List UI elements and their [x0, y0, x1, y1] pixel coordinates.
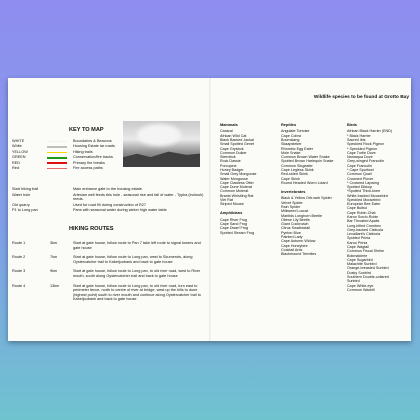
species-item: Rain Spider [281, 205, 301, 210]
species-item: Cape Dune Molerat [220, 185, 252, 190]
species-item: Cape Dwarf Frog [220, 226, 249, 231]
species-item: Grey-winged Francolin [347, 159, 385, 164]
key-color-label: White [12, 144, 22, 149]
species-item: Boomslang [281, 137, 300, 142]
route-entry [12, 241, 207, 250]
route-name: Route 3 [12, 269, 26, 274]
species-item: Caracal [220, 129, 233, 134]
trail-feature-label: Start hiking trail [12, 187, 39, 191]
route-description: Start at gate house, follow route to Long pan, west to Skumerots, along Oystercatcher trail to Kabeljoubank and back to gate house [73, 255, 193, 264]
species-item: Dusky Sunbird [347, 270, 371, 275]
species-item: Skaapsteker [281, 142, 302, 147]
trail-feature-label: Old quarry [12, 202, 30, 207]
trail-features-list [12, 187, 207, 214]
key-color-label: YELLOW [12, 149, 28, 154]
trail-feature-desc: Pans with seasonal water during winter high water table [73, 208, 167, 212]
species-item: Red-sided Skink [281, 172, 308, 177]
key-swatch [47, 152, 67, 154]
species-item: European Bee Eater [347, 202, 381, 207]
species-item: Giant Cockroach [281, 222, 309, 227]
species-item: Speckled Rock Pigeon [347, 142, 385, 147]
key-color-label: RED [12, 160, 21, 165]
key-swatch [47, 146, 67, 148]
species-item: Common Quail [347, 172, 372, 177]
species-item: Vlei Rat [220, 197, 233, 202]
species-item: Cape Turtle Dove [347, 150, 376, 155]
trail-feature-label: P1 to Long pan [12, 208, 38, 212]
invertebrates-heading: Invertebrates [281, 189, 306, 195]
species-item: Common Molerat [220, 189, 249, 194]
hiking-routes-list [12, 241, 207, 307]
route-distance: 3km [50, 241, 58, 245]
key-to-map-title: KEY TO MAP [69, 127, 104, 133]
species-item: *Spotted Thick-knee [347, 189, 381, 194]
species-item: African Black Harrier (END) [347, 129, 393, 134]
reptiles-column [281, 123, 347, 256]
left-page [8, 78, 209, 341]
key-description: Hiking trails [73, 149, 93, 154]
species-item: White-backed Mousebird [347, 193, 388, 198]
brochure-spread [8, 78, 411, 341]
species-item: Sunbird [347, 279, 360, 284]
species-item: Karoo Scrub-Robin [347, 215, 379, 220]
species-item: Spotted Stream Frog [220, 230, 255, 235]
trail-feature-row [12, 193, 207, 202]
birds-column [347, 123, 411, 292]
key-description: Primary fire breaks [73, 160, 105, 165]
species-item: Cape Clawless Otter [220, 180, 254, 185]
species-item: Malachite Sunbird [347, 262, 377, 267]
reptiles-list [281, 129, 347, 185]
species-item: Round Headed Worm Lizard [281, 180, 328, 185]
key-description: Fire access paths [73, 165, 103, 170]
species-item: Cape Grysbok [220, 146, 244, 151]
species-item: Cape Skink [281, 176, 300, 181]
key-description: Housing Estate tar roads [73, 144, 115, 149]
species-item: Orange-breasted Sunbird [347, 266, 389, 271]
key-color-label: Red [12, 165, 19, 170]
species-item: * Black Harrier [347, 133, 371, 138]
species-item: Bokmakierie [347, 253, 368, 258]
species-item: Speckled Mousebird [347, 197, 381, 202]
species-item: Cape Sand Frog [220, 222, 248, 227]
species-item: Obese Lily Beetle [281, 217, 310, 222]
key-color-label: GREEN [12, 155, 26, 160]
route-name: Route 4 [12, 283, 26, 288]
trail-feature-desc: Main entrance gate to the housing estate. [73, 187, 143, 191]
species-item: Namaqua Dove [347, 155, 373, 160]
species-item: Mole Snake [281, 150, 301, 155]
species-item: Brants Whistling Rat [220, 193, 254, 198]
species-item: Common Fiscal Shrike [347, 249, 385, 254]
species-item: Common Duiker [220, 150, 247, 155]
species-item: Southern Double-collared [347, 274, 389, 279]
key-swatch [47, 157, 67, 159]
route-entry [12, 284, 207, 302]
route-description: Start at gate house, follow route to Long pan, to old river road, turn east to perimeter fence, north to centre of river at bridge, west up the hills to dune (highest point) south to river mouth and continue along Oystercatcher trail to Kabeljoubank and back to gate house [73, 283, 201, 302]
birds-list [347, 129, 411, 292]
key-color-label: WHITE [12, 139, 25, 143]
trail-feature-label: Water hole [12, 192, 31, 197]
key-row [12, 166, 202, 171]
species-item: Striped Mouse [220, 202, 244, 207]
route-distance: 7km [50, 255, 58, 260]
route-entry [12, 269, 207, 278]
species-item: Blackmound Termites [281, 252, 317, 257]
species-item: Spotted Prinia [347, 236, 371, 241]
species-item: Bar Throated Apalis [347, 219, 380, 224]
species-item: Milkweed Locust [281, 209, 309, 214]
species-item: Cape Sugarbird [347, 257, 373, 262]
species-item: Black & Yellow Orb-web Spider [281, 196, 332, 201]
species-item: * Crowned Lapwing [347, 180, 379, 185]
species-item: * Speckled Pigeon [347, 146, 378, 151]
key-swatch [47, 168, 67, 170]
trail-feature-row [12, 187, 207, 192]
amphibians-heading: Amphibians [220, 210, 243, 216]
amphibians-list [220, 218, 276, 235]
species-item: Rhombic Egg Eater [281, 146, 313, 151]
species-item: Crowned Plover [347, 176, 374, 181]
wildlife-title: Wildlife species to be found at Grotto Bay [313, 95, 409, 100]
invertebrates-list [281, 196, 347, 256]
species-item: Spotted Brown Harlequin Snake [281, 159, 334, 164]
species-item: Honey Badger [220, 167, 244, 172]
route-name: Route 1 [12, 241, 26, 245]
species-item: Cocktail Ants [281, 247, 303, 252]
species-item: Karoo Prinia [347, 240, 368, 245]
species-item: Steenbok [220, 155, 236, 160]
route-distance: 13km [50, 283, 60, 288]
species-item: Small Grey Mongoose [220, 172, 257, 177]
species-item: Grey-backed Cisticola [347, 227, 384, 232]
route-distance: 9km [50, 269, 58, 274]
species-item: Long-billed Crombec [347, 223, 382, 228]
route-description: Start at gate house, follow route to Pan 7 take left route to signal towers and gate house [73, 241, 201, 250]
map-key-list [12, 139, 202, 171]
species-item: Small Spotted Genet [220, 142, 255, 147]
species-item: African Wild Cat [220, 133, 247, 138]
reptiles-heading: Reptiles [281, 122, 297, 127]
key-description: Conservation/fire tracks [73, 155, 113, 160]
route-name: Route 2 [12, 255, 26, 260]
route-description: Start at gate house, follow route to Long pan, to old river road, west to River mouth, south along Oystercatcher trail and back to gate house [73, 269, 201, 278]
species-item: Cape Francolin [347, 163, 373, 168]
species-item: Cape White-eye [347, 283, 374, 288]
species-item: Cape Robin-Chat [347, 210, 376, 215]
mammals-list [220, 129, 276, 206]
species-item: Pynton Blue [281, 230, 301, 235]
species-item: Cape Bulbul [347, 206, 368, 211]
species-item: * Cape Spurfowl [347, 167, 374, 172]
mammals-heading: Mammals [220, 122, 238, 127]
species-item: Rock Dassie [220, 159, 241, 164]
species-item: Spotted Dikkop [347, 185, 373, 190]
right-page [211, 78, 411, 341]
species-item: Water Mongoose [220, 176, 248, 181]
species-item: Common Waxbill [347, 287, 375, 292]
key-swatch [47, 141, 67, 143]
species-item: Mantids Longhorn Beetle [281, 213, 323, 218]
species-item: Sacred Ibis [347, 137, 366, 142]
species-item: Common Slugeater [281, 163, 313, 168]
species-item: Painted Lady [281, 235, 303, 239]
trail-feature-desc: Artesian well feeds this hole - seasonal rise and fall of water - Typha (bulrush) reeds. [73, 192, 204, 201]
hiking-routes-title: HIKING ROUTES [69, 226, 114, 232]
key-swatch [47, 162, 67, 164]
species-item: Cape Legless Skink [281, 167, 314, 172]
trail-feature-row [12, 203, 207, 208]
species-item: Levaillant's Cisticola [347, 232, 381, 237]
species-item: Common Brown Water Snake [281, 155, 330, 160]
species-item: Porcupine [220, 163, 237, 168]
species-item: Cape Honeybee [281, 243, 308, 248]
key-description: Boundaries & Beacons [73, 139, 112, 143]
species-item: Velvet Spider [281, 200, 303, 205]
species-item: Cape Autumn Widow [281, 239, 316, 244]
species-item: Cape River Frog [220, 217, 248, 222]
species-item: Cape Cobra [281, 133, 301, 138]
species-item: Black Backed Jackal [220, 137, 254, 142]
species-item: Cape Wagtail [347, 245, 369, 249]
route-entry [12, 255, 207, 264]
species-item: Citrus Swallowtail [281, 226, 310, 231]
trail-feature-row [12, 208, 207, 213]
mammals-column [220, 123, 276, 235]
trail-feature-desc: Used for road fill during construction of R27 [73, 202, 147, 207]
birds-heading: Birds [347, 122, 357, 127]
species-item: Angulate Tortoise [281, 129, 310, 134]
